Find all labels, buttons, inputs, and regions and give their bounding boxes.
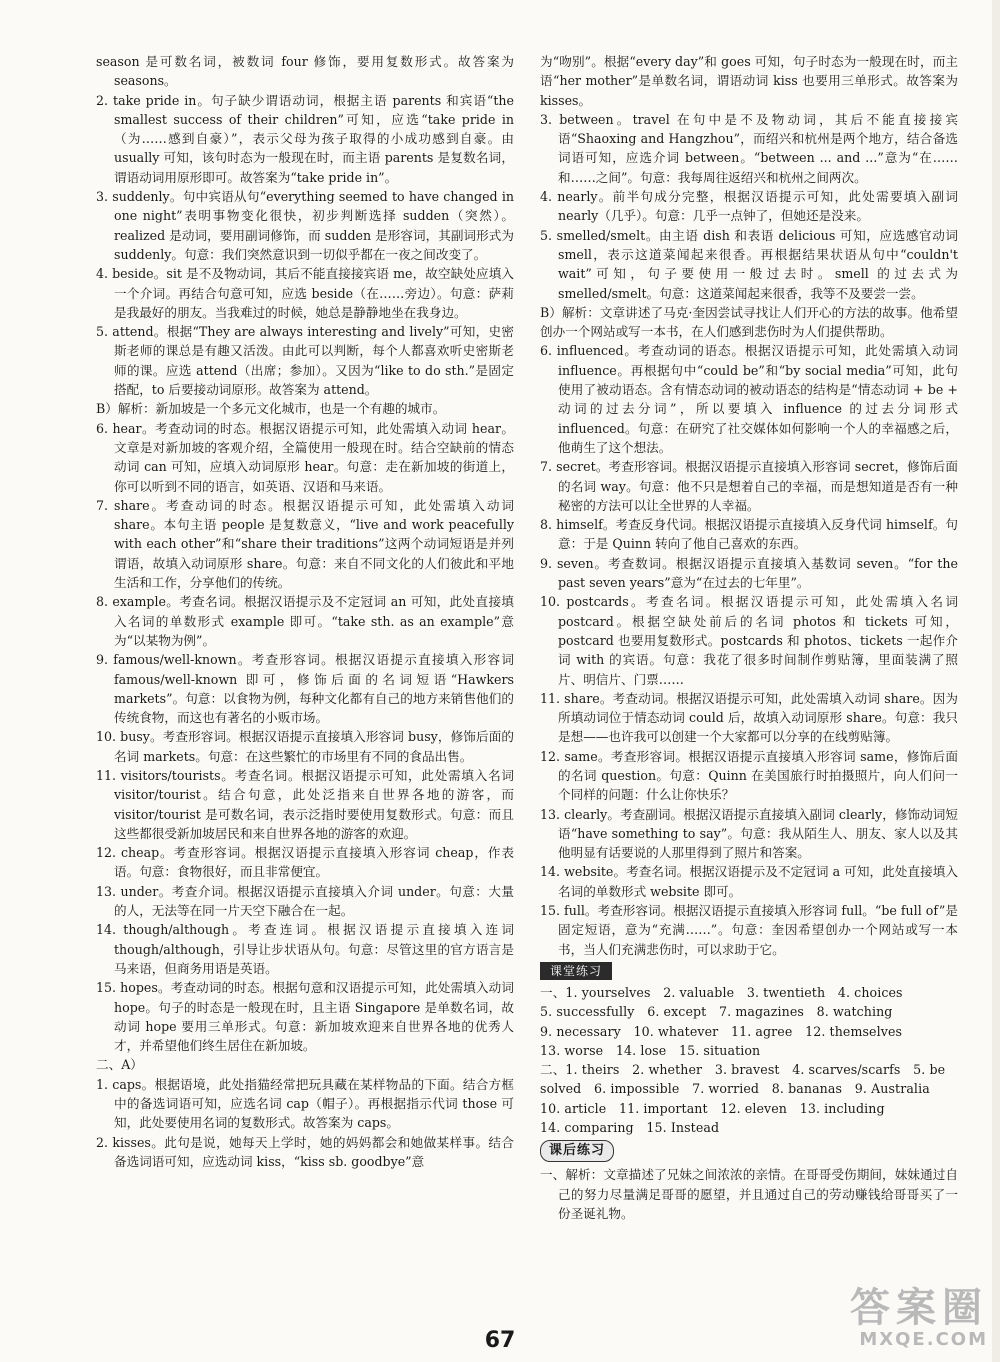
right-column (540, 52, 958, 1223)
answer-paragraph: 1. caps。根据语境，此处指猫经常把玩具藏在某样物品的下面。结合方框中的备选词语可知，应选名词 cap（帽子）。再根据指示代词 those 可知，此处要使用名词的复数形式。故答案为 caps。 (96, 1076, 514, 1131)
answer-paragraph: season 是可数名词，被数词 four 修饰，要用复数形式。故答案为 seasons。 (96, 54, 514, 89)
answer-paragraph: 3. between。travel 在句中是不及物动词，其后不能直接接宾语“Shaoxing and Hangzhou”，而绍兴和杭州是两个地方，结合备选词语可知，应选介词 between。“between ... and ...”意为“在……和……之间”。句意：我每周往返绍兴和杭州之间两次。 (540, 111, 958, 185)
watermark-title: 答案圈 (850, 1285, 988, 1331)
answer-paragraph: 7. share。考查动词的时态。根据汉语提示可知，此处需填入动词 share。本句主语 people 是复数意义，“live and work peacefully with each other”和“share their traditions”这两个动词短语是并列谓语，故填入动词原形 share。句意：来自不同文化的人们彼此和平地生活和工作，分享他们的传统。 (96, 497, 514, 591)
answer-paragraph: 5. smelled/smelt。由主语 dish 和表语 delicious 可知，应选感官动词 smell，表示这道菜闻起来很香。再根据结果状语从句中“couldn't wait”可知，句子要使用一般过去时。smell 的过去式为 smelled/smelt。句意：这道菜闻起来很香，我等不及要尝一尝。 (540, 227, 958, 301)
watermark-logo (850, 1286, 988, 1350)
answer-paragraph: 14. website。考查名词。根据汉语提示及不定冠词 a 可知，此处直接填入名词的单数形式 website 即可。 (540, 864, 958, 899)
after-class-analysis: 一、解析：文章描述了兄妹之间浓浓的亲情。在哥哥受伤期间，妹妹通过自己的努力尽量满足哥哥的愿望，并且通过自己的劳动赚钱给哥哥买了一份圣诞礼物。 (540, 1167, 958, 1221)
practice-answer-line: 5. successfully 6. except 7. magazines 8. watching (540, 1004, 893, 1020)
answer-paragraph: 8. himself。考查反身代词。根据汉语提示直接填入反身代词 himself。句意：于是 Quinn 转向了他自己喜欢的东西。 (540, 517, 958, 552)
answer-paragraph: 15. hopes。考查动词的时态。根据句意和汉语提示可知，此处需填入动词 hope。句子的时态是一般现在时，且主语 Singapore 是单数名词，故动词 hope 要用三单形式。句意：新加坡欢迎来自世界各地的优秀人才，并希望他们终生居住在新加坡。 (96, 980, 514, 1054)
right-column-paragraphs (540, 52, 958, 959)
answer-paragraph: 9. famous/well-known。考查形容词。根据汉语提示直接填入形容词 famous/well-known 即可，修饰后面的名词短语“Hawkers markets”。句意：以食物为例，每种文化都有自己的地方来销售他们的传统食物，而这也有著名的小贩市场。 (96, 652, 514, 726)
answer-paragraph: 14. though/although。考查连词。根据汉语提示直接填入连词 though/although，引导让步状语从句。句意：尽管这里的官方语言是马来语，但商务用语是英语。 (96, 922, 514, 976)
answer-paragraph: 9. seven。考查数词。根据汉语提示直接填入基数词 seven。“for the past seven years”意为“在过去的七年里”。 (540, 555, 958, 591)
answer-paragraph: B）解析：文章讲述了马克·奎因尝试寻找让人们开心的方法的故事。他希望创办一个网站或写一本书，在人们感到悲伤时为人们提供帮助。 (540, 304, 958, 340)
answer-paragraph: 13. under。考查介词。根据汉语提示直接填入介词 under。句意：大量的人，无法等在同一片天空下融合在一起。 (96, 883, 514, 919)
after-class-practice-banner: 课后练习 (540, 1140, 614, 1162)
answer-paragraph: B）解析：新加坡是一个多元文化城市，也是一个有趣的城市。 (96, 401, 446, 417)
practice-answer-line: 13. worse 14. lose 15. situation (540, 1042, 761, 1058)
answer-paragraph: 12. same。考查形容词。根据汉语提示直接填入形容词 same，修饰后面的名词 question。句意：Quinn 在美国旅行时拍摄照片，向人们问一个同样的问题：什么让你快乐？ (540, 748, 958, 803)
answer-paragraph: 4. nearly。前半句成分完整，根据汉语提示可知，此处需要填入副词 nearly（几乎）。句意：几乎一点钟了，但她还是没来。 (540, 189, 958, 224)
answer-paragraph: 为“吻别”。根据“every day”和 goes 可知，句子时态为一般现在时，而主语“her mother”是单数名词，谓语动词 kiss 也要用三单形式。故答案为 kisses。 (540, 54, 958, 108)
answer-paragraph: 8. example。考查名词。根据汉语提示及不定冠词 an 可知，此处直接填入名词的单数形式 example 即可。“take sth. as an example”意为“以某物为例”。 (96, 594, 514, 648)
answer-paragraph: 2. kisses。此句是说，她每天上学时，她的妈妈都会和她做某样事。结合备选词语可知，应选动词 kiss，“kiss sb. goodbye”意 (96, 1134, 514, 1169)
answer-paragraph: 11. share。考查动词。根据汉语提示可知，此处需填入动词 share。因为所填动词位于情态动词 could 后，故填入动词原形 share。句意：我只是想——也许我可以创建一个大家都可以分享的在线剪贴簿。 (540, 690, 958, 745)
answer-paragraph: 3. suddenly。句中宾语从句“everything seemed to have changed in one night”表明事物变化很快，初步判断选择 sudden（突然）。realized 是动词，要用副词修饰，而 sudden 是形容词，其副词形式为 suddenly。句意：我们突然意识到一切似乎都在一夜之间改变了。 (96, 189, 514, 262)
answer-paragraph: 6. influenced。考查动词的语态。根据汉语提示可知，此处需填入动词 influence。再根据句中“could be”和“by social media”可知，此句使用了被动语态。含有情态动词的被动语态的结构是“情态动词 + be + 动词的过去分词”，所以要填入 influence 的过去分词形式 influenced。句意：在研究了社交媒体如何影响一个人的幸福感之后，他萌生了这个想法。 (540, 343, 958, 455)
practice-answer-line: solved 6. impossible 7. worried 8. bananas 9. Australia (540, 1081, 930, 1097)
practice-answer-line: 9. necessary 10. whatever 11. agree 12. themselves (540, 1023, 903, 1039)
answer-paragraph: 13. clearly。考查副词。根据汉语提示直接填入副词 clearly，修饰动词短语“have something to say”。句意：我从陌生人、朋友、家人以及其他明显有话要说的人那里得到了照片和答案。 (540, 806, 958, 861)
answer-paragraph: 7. secret。考查形容词。根据汉语提示直接填入形容词 secret，修饰后面的名词 way。句意：他不只是想着自己的幸福，而是想知道是否有一种秘密的方法可以让全世界的人幸福。 (540, 459, 958, 513)
answer-paragraph: 5. attend。根据“They are always interesting and lively”可知，史密斯老师的课总是有趣又活泼。由此可以判断，每个人都喜欢听史密斯老师的课。应选 attend（出席；参加）。又因为“like to do sth.”是固定搭配，to 后要接动词原形。故答案为 attend。 (96, 324, 514, 398)
practice-answer-line: 二、1. theirs 2. whether 3. bravest 4. scarves/scarfs 5. be (540, 1062, 946, 1078)
answer-paragraph: 12. cheap。考查形容词。根据汉语提示直接填入形容词 cheap，作表语。句意：食物很好，而且非常便宜。 (96, 845, 514, 880)
practice-answer-list (540, 983, 958, 1137)
practice-answer-line: 14. comparing 15. Instead (540, 1120, 720, 1136)
watermark-url: MXQE.COM (859, 1329, 988, 1350)
left-column (96, 52, 514, 1171)
answer-paragraph: 6. hear。考查动词的时态。根据汉语提示可知，此处需填入动词 hear。文章是对新加坡的客观介绍，全篇使用一般现在时。结合空缺前的情态动词 can 可知，应填入动词原形 hear。句意：走在新加坡的街道上，你可以听到不同的语言，如英语、汉语和马来语。 (96, 420, 514, 494)
answer-paragraph: 11. visitors/tourists。考查名词。根据汉语提示可知，此处需填入名词 visitor/tourist。结合句意，此处泛指来自世界各地的游客，而 visitor/tourist 是可数名词，表示泛指时要使用复数形式。句意：而且这些都很受新加坡居民和来自世界各地的游客的欢迎。 (96, 767, 514, 841)
in-class-practice-banner: 课堂练习 (540, 962, 612, 980)
practice-answer-line: 一、1. yourselves 2. valuable 3. twentieth 4. choices (540, 984, 903, 1000)
answer-paragraph: 10. postcards。考查名词。根据汉语提示可知，此处需填入名词 postcard。根据空缺处前后的名词 photos 和 tickets 可知，postcard 也要用复数形式。postcards 和 photos、tickets 一起作介词 with 的宾语。句意：我花了很多时间制作剪贴簿，里面装满了照片、明信片、门票…… (540, 594, 958, 687)
practice-answer-line: 10. article 11. important 12. eleven 13. including (540, 1100, 885, 1116)
answer-paragraph: 二、A） (96, 1057, 143, 1073)
answer-paragraph: 2. take pride in。句子缺少谓语动词，根据主语 parents 和宾语“the smallest success of their children”可知，应选“take pride in（为……感到自豪）”，表示父母为孩子取得的小成功感到自豪。由 usually 可知，该句时态为一般现在时，而主语 parents 是复数名词，谓语动词用原形即可。故答案为“take pride in”。 (96, 92, 514, 185)
page-spine-edge (992, 0, 1000, 1362)
answer-paragraph: 4. beside。sit 是不及物动词，其后不能直接接宾语 me，故空缺处应填入一个介词。再结合句意可知，应选 beside（在……旁边）。句意：萨莉是我最好的朋友。当我难过的时候，她总是静静地坐在我身边。 (96, 266, 514, 320)
page-number: 67 (484, 1328, 516, 1353)
answer-paragraph: 15. full。考查形容词。根据汉语提示直接填入形容词 full。“be full of”是固定短语，意为“充满……”。句意：奎因希望创办一个网站或写一本书，当人们充满悲伤时，可以求助于它。 (540, 903, 958, 957)
answer-paragraph: 10. busy。考查形容词。根据汉语提示直接填入形容词 busy，修饰后面的名词 markets。句意：在这些繁忙的市场里有不同的食品出售。 (96, 729, 514, 764)
